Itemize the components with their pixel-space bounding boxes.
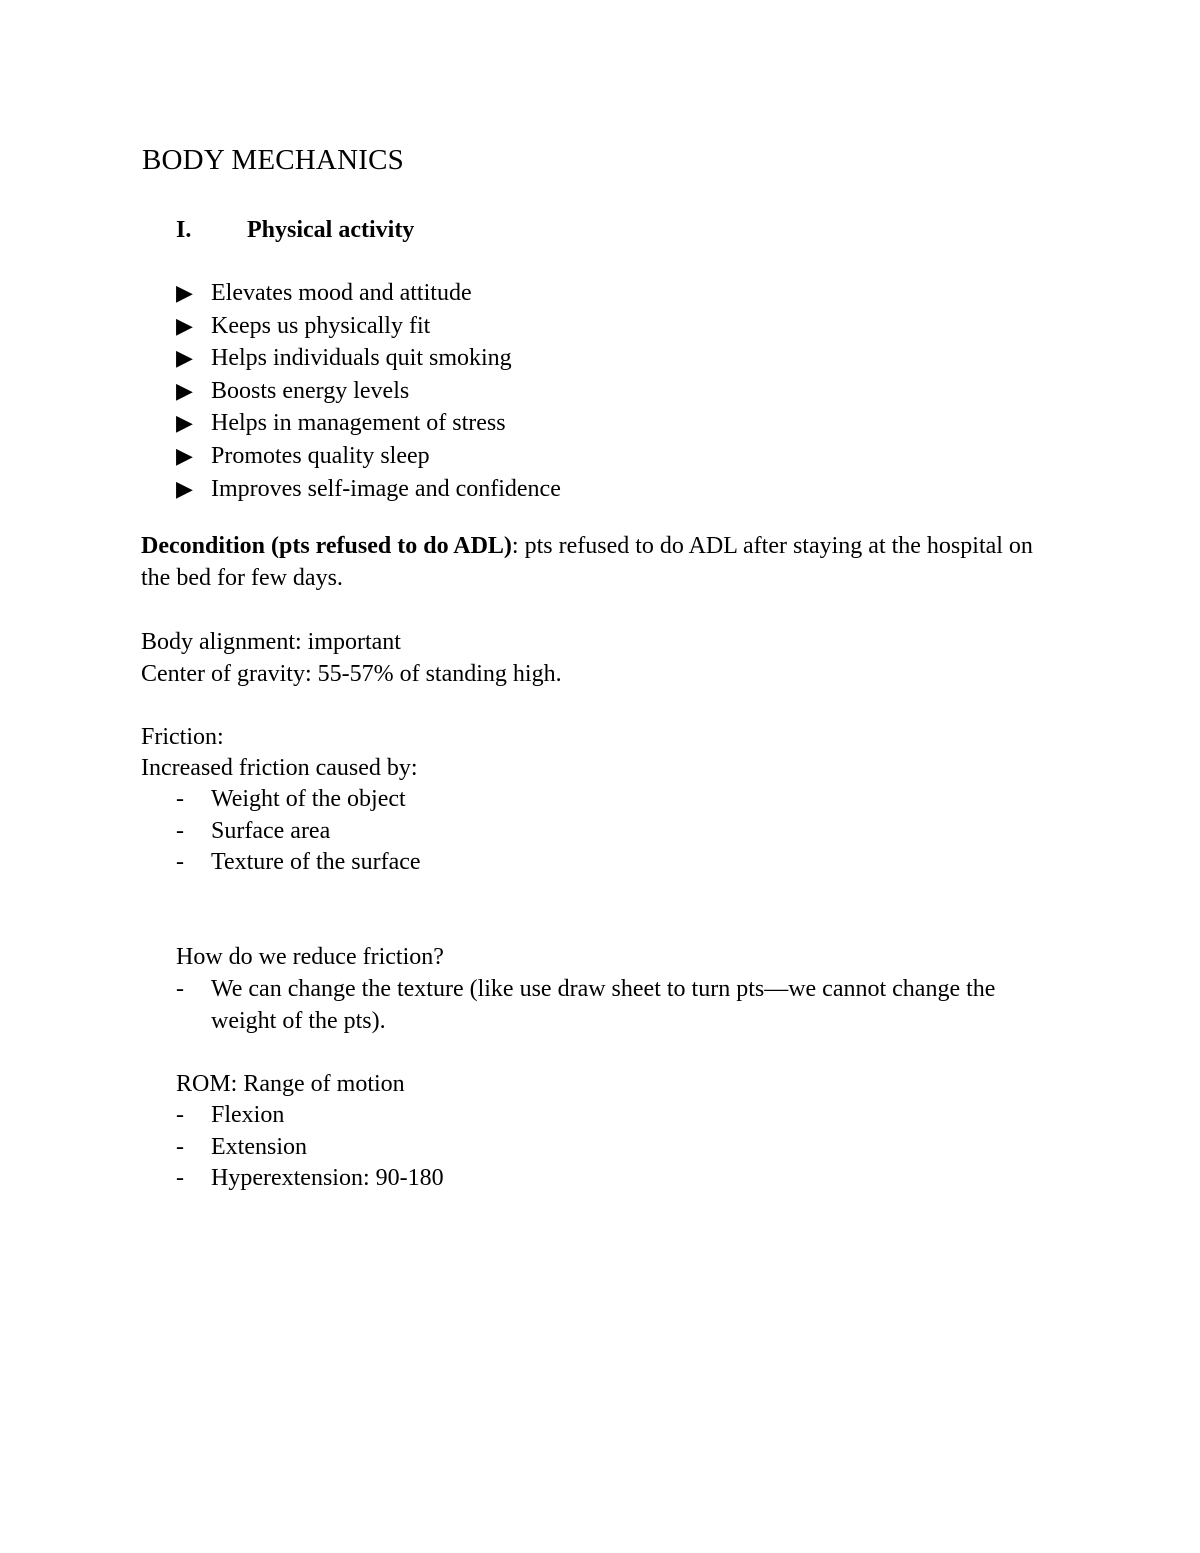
increased-friction-label: Increased friction caused by: [141,755,418,781]
list-item [176,375,561,408]
list-item-text: Improves self-image and confidence [211,475,561,502]
list-item [176,974,1036,1037]
arrow-bullet-icon: ▶ [176,442,193,468]
center-of-gravity-text: Center of gravity: 55-57% of standing high. [141,661,562,687]
list-item [176,342,561,375]
list-item-text: Helps in management of stress [211,410,506,437]
decondition-definition: : pts refused to do ADL after staying at the hospital on the bed for few days. [141,533,1033,591]
list-item-text: Promotes quality sleep [211,442,430,469]
arrow-bullet-icon: ▶ [176,345,193,371]
body-alignment-text: Body alignment: important [141,629,401,655]
list-item-text: Elevates mood and attitude [211,280,472,306]
rom-list [176,1100,444,1195]
list-item [176,1100,444,1132]
list-item-text: Keeps us physically fit [211,312,431,339]
dash-bullet: - [176,1133,184,1160]
list-item-text: We can change the texture (like use draw sheet to turn pts—we cannot change the weight of the pts). [211,976,996,1034]
list-item [176,407,561,440]
section-heading [176,214,414,246]
document-title: BODY MECHANICS [142,144,404,176]
list-item [176,440,561,473]
section-numeral: I. [176,217,192,243]
dash-bullet: - [176,786,184,812]
list-item-text: Hyperextension: 90-180 [211,1165,444,1192]
list-item-text: Helps individuals quit smoking [211,345,512,372]
decondition-term: Decondition (pts refused to do ADL) [141,533,512,559]
list-item-text: Boosts energy levels [211,377,410,404]
list-item [176,473,561,506]
decondition-paragraph [141,530,1061,594]
dash-bullet: - [176,976,184,1002]
benefits-list [176,277,561,505]
list-item [176,816,421,848]
dash-bullet: - [176,817,184,844]
arrow-bullet-icon: ▶ [176,377,193,403]
list-item [176,277,561,310]
list-item [176,847,421,879]
list-item-text: Weight of the object [211,786,406,812]
list-item-text: Texture of the surface [211,849,421,876]
arrow-bullet-icon: ▶ [176,312,193,338]
list-item-text: Surface area [211,817,331,844]
list-item [176,784,421,816]
dash-bullet: - [176,1102,184,1128]
arrow-bullet-icon: ▶ [176,280,193,305]
list-item [176,310,561,343]
friction-label: Friction: [141,724,224,750]
list-item [176,1163,444,1195]
list-item [176,1132,444,1164]
section-heading-text: Physical activity [247,217,415,243]
arrow-bullet-icon: ▶ [176,475,193,501]
reduce-friction-list [176,974,1036,1037]
reduce-friction-question: How do we reduce friction? [176,944,444,970]
rom-label: ROM: Range of motion [176,1071,405,1097]
friction-causes-list [176,784,421,879]
dash-bullet: - [176,1165,184,1192]
dash-bullet: - [176,849,184,876]
list-item-text: Flexion [211,1102,285,1128]
list-item-text: Extension [211,1133,307,1160]
arrow-bullet-icon: ▶ [176,410,193,436]
